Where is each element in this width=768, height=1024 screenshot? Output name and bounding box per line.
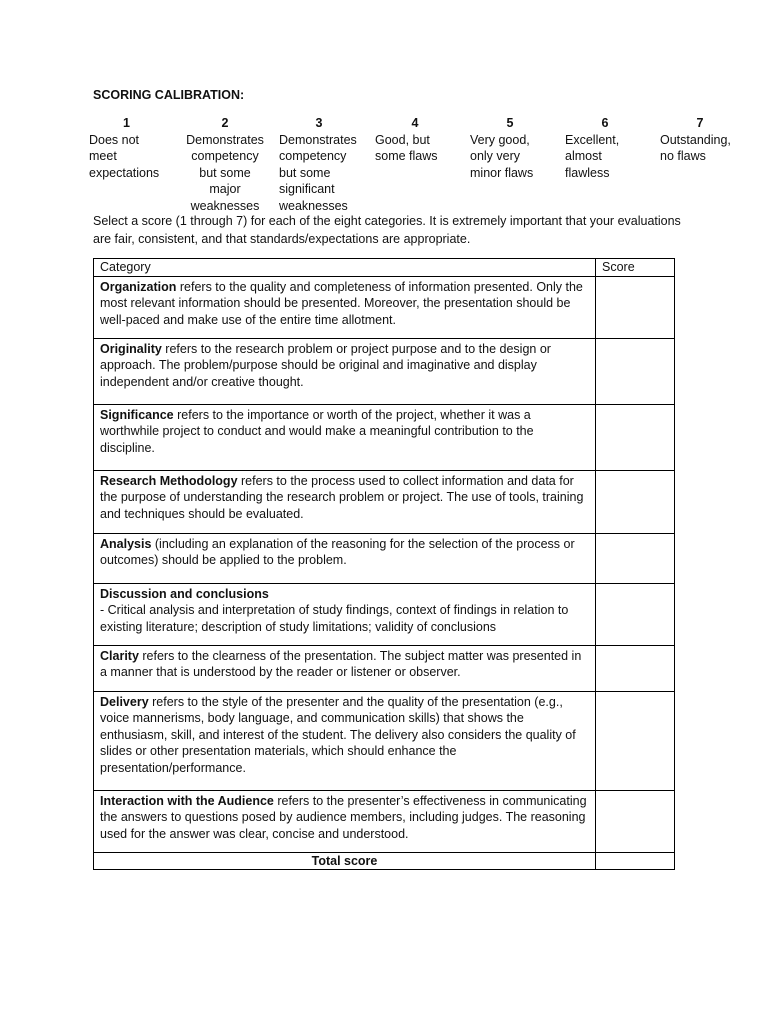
score-cell[interactable]	[596, 533, 675, 583]
scale-number: 3	[315, 116, 323, 130]
scale-description: Does not meet expectations	[89, 132, 160, 180]
category-cell	[94, 583, 596, 645]
score-cell[interactable]	[596, 645, 675, 691]
table-row	[94, 533, 675, 583]
category-description: refers to the quality and completeness of information presented. Only the most relevant information should be presented. Moreover, the presentation should be well-paced and make use of the entire time allotment.	[100, 279, 583, 327]
category-description: refers to the style of the presenter and the quality of the presentation (e.g., voice mannerisms, body language, and communication skills) that shows the enthusiasm, skill, and interest of the student. The delivery also considers the quality of slides or other presentation materials, which should enhance the presentation/performance.	[100, 694, 576, 775]
category-cell	[94, 533, 596, 583]
score-cell[interactable]	[596, 276, 675, 338]
category-term: Originality	[100, 341, 162, 356]
scale-level-1	[89, 115, 174, 181]
category-cell	[94, 404, 596, 470]
scale-number: 6	[601, 116, 609, 130]
category-description: refers to the presenter’s effectiveness in communicating the answers to questions posed by audience members, including judges. The reasoning used for the answer was clear, concise and understood.	[100, 793, 587, 841]
score-cell[interactable]	[596, 404, 675, 470]
category-term: Research Methodology	[100, 473, 238, 488]
scale-description: Very good, only very minor flaws	[470, 132, 534, 180]
instructions-text: Select a score (1 through 7) for each of the eight categories. It is extremely important that your evaluations are fair, consistent, and that standards/expectations are appropriate.	[93, 214, 681, 246]
category-description: refers to the process used to collect information and data for the purpose of understanding the research problem or project. The use of tools, training and techniques should be evaluated.	[100, 473, 584, 521]
scale-level-2	[180, 115, 270, 214]
scale-description: Good, but some flaws	[375, 132, 438, 163]
table-row	[94, 404, 675, 470]
category-description: - Critical analysis and interpretation of study findings, context of findings in relation to existing literature; description of study limitations; validity of conclusions	[100, 603, 569, 634]
category-term: Organization	[100, 279, 177, 294]
table-row	[94, 790, 675, 852]
scale-number: 7	[696, 116, 704, 130]
total-row	[94, 852, 675, 870]
table-row	[94, 645, 675, 691]
category-cell	[94, 338, 596, 404]
category-description: refers to the clearness of the presentation. The subject matter was presented in a manner that is understood by the reader or listener or observer.	[100, 648, 582, 679]
scale-level-6	[565, 115, 655, 181]
scale-number: 2	[221, 116, 229, 130]
table-row	[94, 470, 675, 533]
scale-level-5	[470, 115, 560, 181]
scale-description: Outstanding, no flaws	[660, 132, 731, 163]
scale-description: Demonstrates competency but some major weaknesses	[186, 132, 264, 213]
score-header: Score	[596, 259, 675, 277]
category-description: refers to the research problem or project purpose and to the design or approach. The problem/purpose should be original and imaginative and display independent and/or creative thought.	[100, 341, 551, 389]
category-cell	[94, 691, 596, 790]
category-header: Category	[94, 259, 596, 277]
scale-number: 1	[123, 116, 130, 130]
scale-number: 5	[506, 116, 514, 130]
category-term: Interaction with the Audience	[100, 793, 274, 808]
category-term: Discussion and conclusions	[100, 586, 269, 601]
table-row	[94, 583, 675, 645]
category-term: Analysis	[100, 536, 152, 551]
table-header-row	[94, 259, 675, 277]
score-cell[interactable]	[596, 338, 675, 404]
page-title: SCORING CALIBRATION:	[93, 88, 245, 102]
scale-description: Excellent, almost flawless	[565, 132, 620, 180]
table-row	[94, 691, 675, 790]
score-cell[interactable]	[596, 790, 675, 852]
category-description: (including an explanation of the reasoning for the selection of the process or outcomes) should be applied to the problem.	[100, 536, 575, 567]
table-row	[94, 338, 675, 404]
score-cell[interactable]	[596, 470, 675, 533]
scale-level-7	[660, 115, 760, 165]
scale-level-4	[375, 115, 465, 165]
total-score-label: Total score	[94, 852, 596, 870]
score-cell[interactable]	[596, 691, 675, 790]
category-cell	[94, 645, 596, 691]
category-cell	[94, 790, 596, 852]
category-term: Significance	[100, 407, 174, 422]
category-description: refers to the importance or worth of the project, whether it was a worthwhile project to conduct and would make a meaningful contribution to the discipline.	[100, 407, 534, 455]
rubric-table	[93, 258, 675, 870]
category-cell	[94, 276, 596, 338]
scale-level-3	[279, 115, 369, 214]
table-row	[94, 276, 675, 338]
category-cell	[94, 470, 596, 533]
scale-number: 4	[411, 116, 419, 130]
score-cell[interactable]	[596, 583, 675, 645]
category-term: Delivery	[100, 694, 149, 709]
category-term: Clarity	[100, 648, 139, 663]
scale-description: Demonstrates competency but some significant weaknesses	[279, 132, 357, 213]
total-score-cell[interactable]	[596, 852, 675, 870]
